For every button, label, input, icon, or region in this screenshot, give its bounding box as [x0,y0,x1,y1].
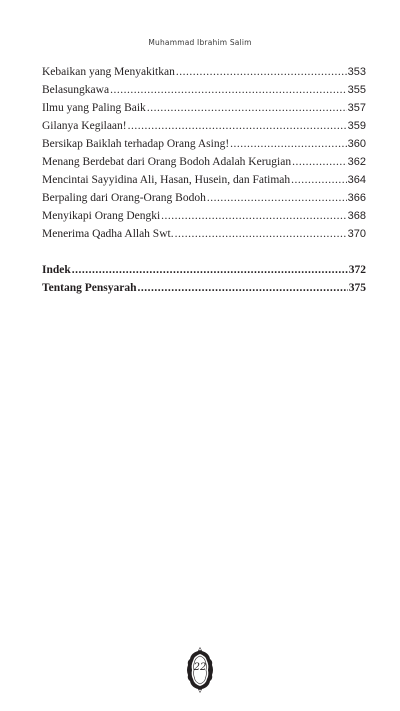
toc-entry [42,174,366,192]
toc-entry [42,102,366,120]
toc-entry-page: 375 [348,282,366,294]
toc-entry-title: Berpaling dari Orang-Orang Bodoh [42,192,206,204]
toc-entry [42,192,366,210]
toc-entry-page: 362 [347,156,366,168]
toc-entry [42,228,366,246]
toc-entry-title: Menyikapi Orang Dengki [42,210,161,222]
toc-entry-page: 357 [347,102,366,114]
running-head: Muhammad Ibrahim Salim [148,38,252,47]
toc-entry [42,120,366,138]
page-number-ornament [186,646,214,694]
toc-entry [42,138,366,156]
dot-leader [128,120,347,132]
toc-entry-page: 359 [347,120,366,132]
toc-entry-page: 353 [347,66,366,78]
page-number: 22 [193,662,207,673]
toc-back-matter-entry [42,282,366,300]
toc-entry [42,210,366,228]
toc-entry [42,66,366,84]
dot-leader [207,192,347,204]
dot-leader [110,84,347,96]
toc-back-matter-entry [42,264,366,282]
dot-leader [161,210,346,222]
dot-leader [72,264,348,276]
toc-entry-page: 355 [347,84,366,96]
toc-entry-title: Menerima Qadha Allah Swt. [42,228,174,240]
dot-leader [292,156,347,168]
toc-entry-title: Tentang Pensyarah [42,282,137,294]
toc-entry-title: Bersikap Baiklah terhadap Orang Asing! [42,138,230,150]
toc-entry-page: 372 [348,264,366,276]
toc-entry-title: Belasungkawa [42,84,110,96]
dot-leader [230,138,346,150]
dot-leader [291,174,346,186]
toc-entry-page: 364 [347,174,366,186]
toc-entry [42,84,366,102]
dot-leader [147,102,347,114]
dot-leader [176,66,347,78]
toc-entry-title: Menang Berdebat dari Orang Bodoh Adalah Kerugian [42,156,292,168]
section-gap [42,246,366,264]
toc-entry-page: 366 [347,192,366,204]
toc-entry-title: Ilmu yang Paling Baik [42,102,146,114]
toc-entry-page: 360 [347,138,366,150]
toc-entry-title: Kebaikan yang Menyakitkan [42,66,175,78]
dot-leader [137,282,347,294]
toc-entry [42,156,366,174]
toc-entry-page: 368 [347,210,366,222]
dot-leader [175,228,347,240]
toc-entry-title: Gilanya Kegilaan! [42,120,127,132]
toc-entry-page: 370 [347,228,366,240]
table-of-contents [42,66,366,300]
toc-entry-title: Indek [42,264,71,276]
toc-entry-title: Mencintai Sayyidina Ali, Hasan, Husein, dan Fatimah [42,174,291,186]
